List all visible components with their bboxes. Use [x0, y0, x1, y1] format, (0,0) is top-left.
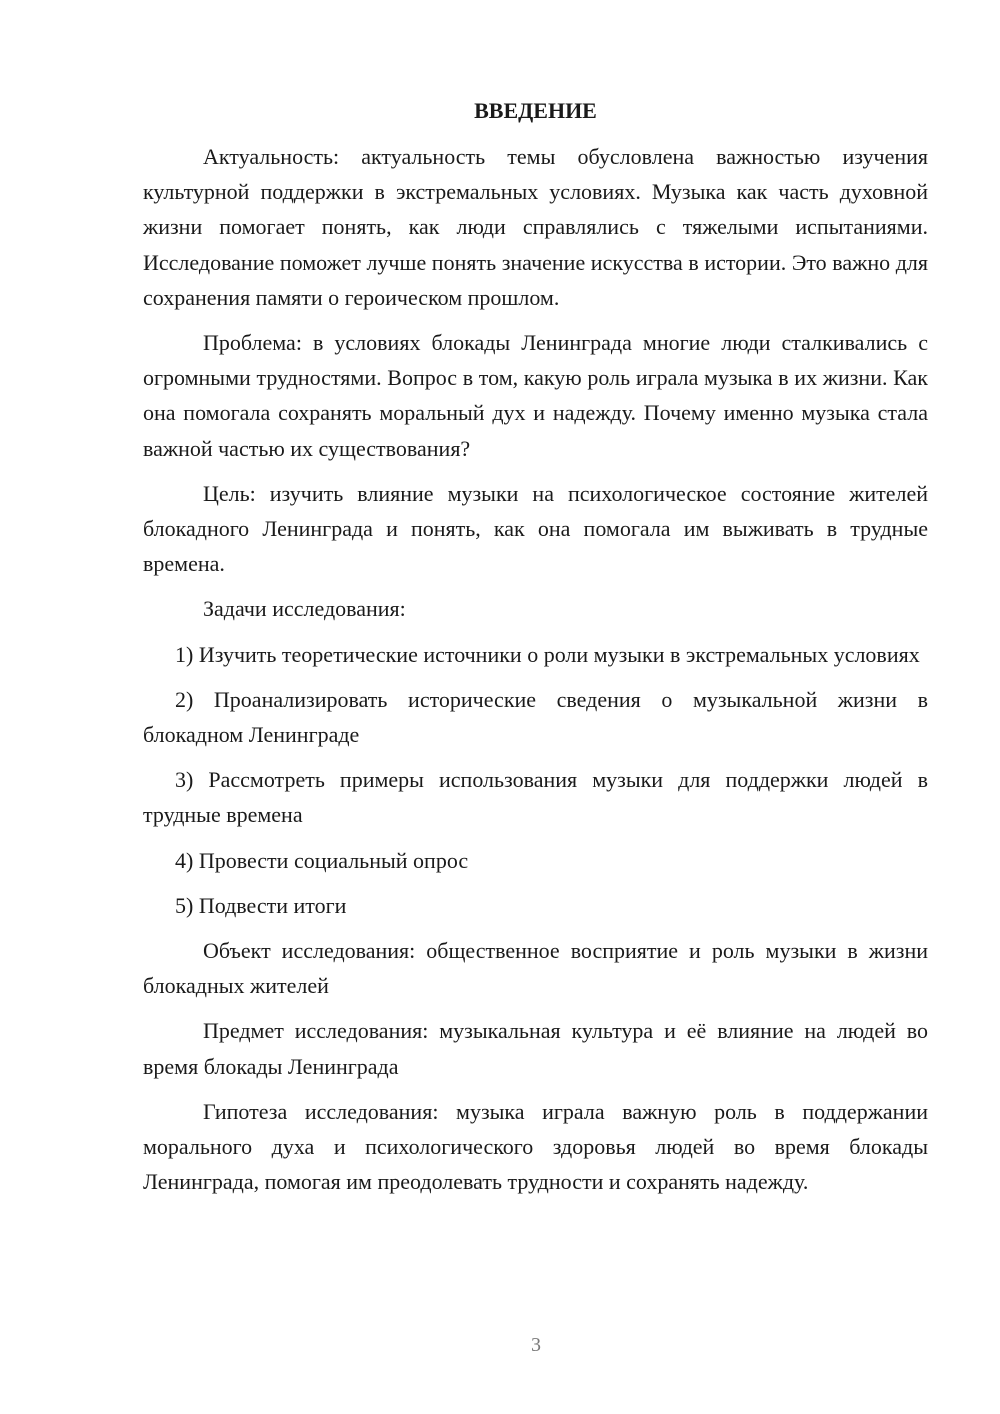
paragraph-subject: Предмет исследования: музыкальная культура и её влияние на людей во время блокады Ленинграда — [143, 1018, 928, 1079]
task-item-1: 1) Изучить теоретические источники о роли музыки в экстремальных условиях — [175, 641, 920, 667]
paragraph-hypothesis: Гипотеза исследования: музыка играла важную роль в поддержании морального духа и психологического здоровья людей во время блокады Ленинграда, помогая им преодолевать трудности и сохранять надежду. — [143, 1098, 928, 1195]
paragraph-relevance: Актуальность: актуальность темы обусловлена важностью изучения культурной поддержки в экстремальных условиях. Музыка как часть духовной жизни помогает понять, как люди справлялись с тяжелыми испытаниями. Исследование поможет лучше понять значение искусства в истории. Это важно для сохранения памяти о героическом прошлом. — [143, 144, 928, 310]
paragraph-goal: Цель: изучить влияние музыки на психологическое состояние жителей блокадного Ленинграда и понять, как она помогала им выживать в трудные времена. — [143, 480, 928, 577]
section-title: ВВЕДЕНИЕ — [474, 98, 597, 123]
paragraph-problem: Проблема: в условиях блокады Ленинграда многие люди сталкивались с огромными трудностями. Вопрос в том, какую роль играла музыка в их жизни. Как она помогала сохранять моральный дух и надежду. Почему именно музыка стала важной частью их существования? — [143, 330, 928, 461]
task-item-4: 4) Провести социальный опрос — [175, 847, 469, 873]
page-content — [143, 93, 928, 1209]
task-item-3: 3) Рассмотреть примеры использования музыки для поддержки людей в трудные времена — [143, 767, 928, 828]
task-item-5: 5) Подвести итоги — [175, 892, 347, 918]
paragraph-object: Объект исследования: общественное восприятие и роль музыки в жизни блокадных жителей — [143, 938, 928, 999]
page-number: 3 — [531, 1334, 541, 1356]
task-item-2: 2) Проанализировать исторические сведения о музыкальной жизни в блокадном Ленинграде — [143, 686, 928, 748]
tasks-heading: Задачи исследования: — [203, 596, 406, 622]
